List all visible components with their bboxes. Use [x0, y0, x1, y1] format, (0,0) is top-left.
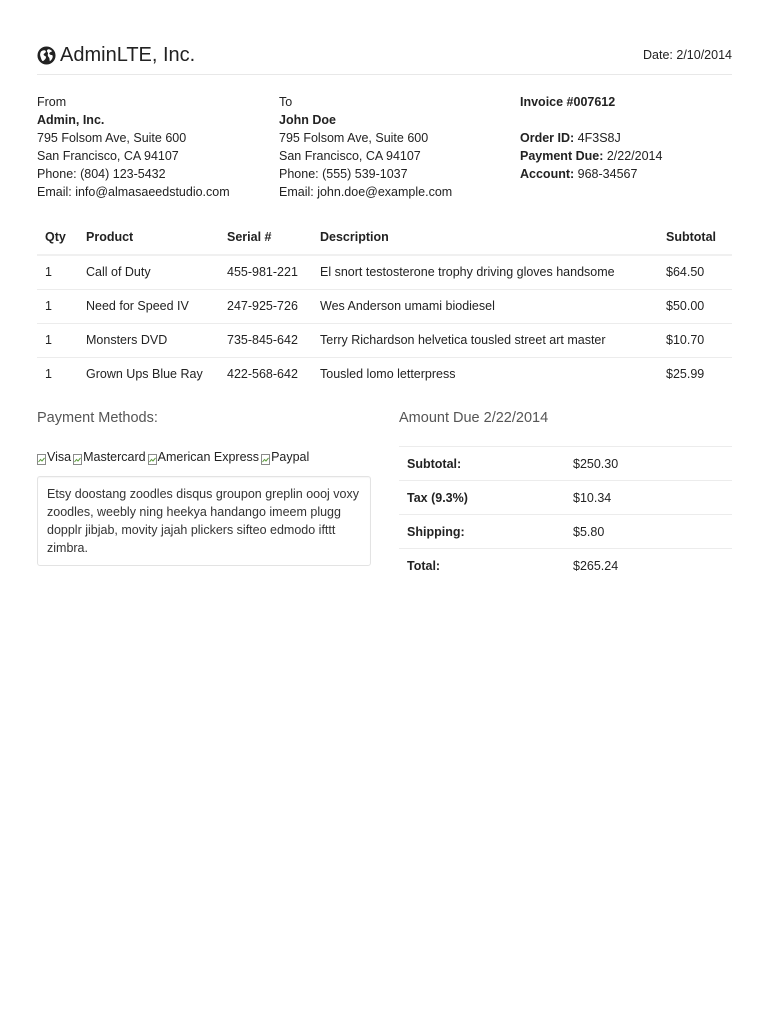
product-cell: Monsters DVD: [78, 323, 219, 357]
table-row: [399, 515, 732, 549]
shipping-value: $5.80: [565, 515, 732, 549]
description-cell: El snort testosterone trophy driving gloves handsome: [320, 265, 615, 280]
total-value: $265.24: [565, 549, 732, 583]
to-address-line2: San Francisco, CA 94107: [279, 149, 421, 163]
serial-cell: 455-981-221: [227, 265, 298, 280]
subtotal-cell: $10.70: [658, 323, 732, 357]
col-qty: Qty: [37, 220, 78, 255]
paypal-alt-text: Paypal: [271, 450, 310, 464]
qty-cell: 1: [37, 323, 78, 357]
col-description: Description: [312, 220, 658, 255]
shipping-label: Shipping:: [399, 515, 565, 549]
serial-cell: 247-925-726: [219, 289, 312, 323]
paypal-image: [261, 448, 309, 466]
table-row: [37, 289, 732, 323]
table-row: [37, 255, 732, 289]
subtotal-cell: $64.50: [666, 265, 705, 280]
invoice-header: [37, 40, 732, 75]
account-label: Account:: [520, 167, 575, 181]
col-product: Product: [78, 220, 219, 255]
invoice-date: Date: 2/10/2014: [643, 48, 732, 62]
order-id: [520, 129, 760, 147]
american-express-image: [148, 448, 259, 466]
broken-image-icon: [261, 452, 270, 463]
description-cell: Wes Anderson umami biodiesel: [312, 289, 658, 323]
amount-due: [399, 408, 732, 583]
mastercard-image: [73, 448, 146, 466]
description-cell: Tousled lomo letterpress: [312, 357, 658, 391]
brand: [37, 42, 195, 68]
company-name: AdminLTE, Inc.: [60, 44, 196, 66]
invoice-number: Invoice #007612: [520, 95, 616, 109]
broken-image-icon: [37, 452, 46, 463]
product-cell: Grown Ups Blue Ray: [78, 357, 219, 391]
account: [520, 165, 760, 183]
total-label: Total:: [399, 549, 565, 583]
qty-cell: 1: [37, 289, 78, 323]
order-id-value: 4F3S8J: [577, 131, 621, 145]
tax-value: $10.34: [565, 481, 732, 515]
items-header-row: [37, 220, 732, 255]
qty-cell: 1: [37, 357, 78, 391]
subtotal-value: $250.30: [565, 447, 732, 481]
to-label: To: [279, 95, 293, 109]
to-name: John Doe: [279, 113, 336, 127]
table-row: [399, 481, 732, 515]
globe-icon: [37, 46, 56, 65]
serial-cell: 422-568-642: [219, 357, 312, 391]
subtotal-cell: $50.00: [658, 289, 732, 323]
visa-image: [37, 448, 71, 466]
to-address: [279, 93, 519, 201]
table-row: [37, 357, 732, 391]
col-subtotal: Subtotal: [658, 220, 732, 255]
mastercard-alt-text: Mastercard: [83, 450, 146, 464]
subtotal-label: Subtotal:: [399, 447, 565, 481]
payment-due-label: Payment Due:: [520, 149, 604, 163]
from-email: Email: info@almasaeedstudio.com: [37, 185, 230, 199]
product-cell: Need for Speed IV: [78, 289, 219, 323]
table-row: [399, 447, 732, 481]
payment-note: Etsy doostang zoodles disqus groupon greplin oooj voxy zoodles, weebly ning heekya handango imeem plugg dopplr jibjab, movity jajah plickers sifteo edmodo ifttt zimbra.: [37, 476, 371, 566]
to-email: Email: john.doe@example.com: [279, 185, 453, 199]
serial-cell: 735-845-642: [219, 323, 312, 357]
amount-due-title: Amount Due 2/22/2014: [399, 410, 549, 426]
payment-card-images: [37, 447, 371, 467]
table-row: [37, 323, 732, 357]
from-label: From: [37, 95, 67, 109]
invoice-info: [37, 93, 732, 208]
from-name: Admin, Inc.: [37, 113, 105, 127]
qty-cell: 1: [45, 265, 52, 280]
broken-image-icon: [148, 452, 157, 463]
from-phone: Phone: (804) 123-5432: [37, 167, 166, 181]
table-row: [399, 549, 732, 583]
totals-table: [399, 446, 732, 583]
order-id-label: Order ID:: [520, 131, 575, 145]
from-address: [37, 93, 277, 201]
from-address-line2: San Francisco, CA 94107: [37, 149, 179, 163]
items-table: [37, 220, 732, 391]
tax-label: Tax (9.3%): [399, 481, 565, 515]
visa-alt-text: Visa: [47, 450, 72, 464]
description-cell: Terry Richardson helvetica tousled street art master: [312, 323, 658, 357]
invoice-details: [520, 93, 760, 183]
to-address-line1: 795 Folsom Ave, Suite 600: [279, 131, 429, 145]
from-address-line1: 795 Folsom Ave, Suite 600: [37, 131, 187, 145]
american-express-alt-text: American Express: [157, 450, 260, 464]
spacer: [520, 111, 760, 129]
payment-methods: [37, 408, 371, 566]
broken-image-icon: [73, 452, 82, 463]
col-serial: Serial #: [219, 220, 312, 255]
payment-due: [520, 147, 760, 165]
to-phone: Phone: (555) 539-1037: [279, 167, 408, 181]
payment-methods-title: Payment Methods:: [37, 410, 158, 426]
account-value: 968-34567: [577, 167, 638, 181]
product-cell: Call of Duty: [86, 265, 151, 280]
subtotal-cell: $25.99: [658, 357, 732, 391]
payment-due-value: 2/22/2014: [606, 149, 663, 163]
